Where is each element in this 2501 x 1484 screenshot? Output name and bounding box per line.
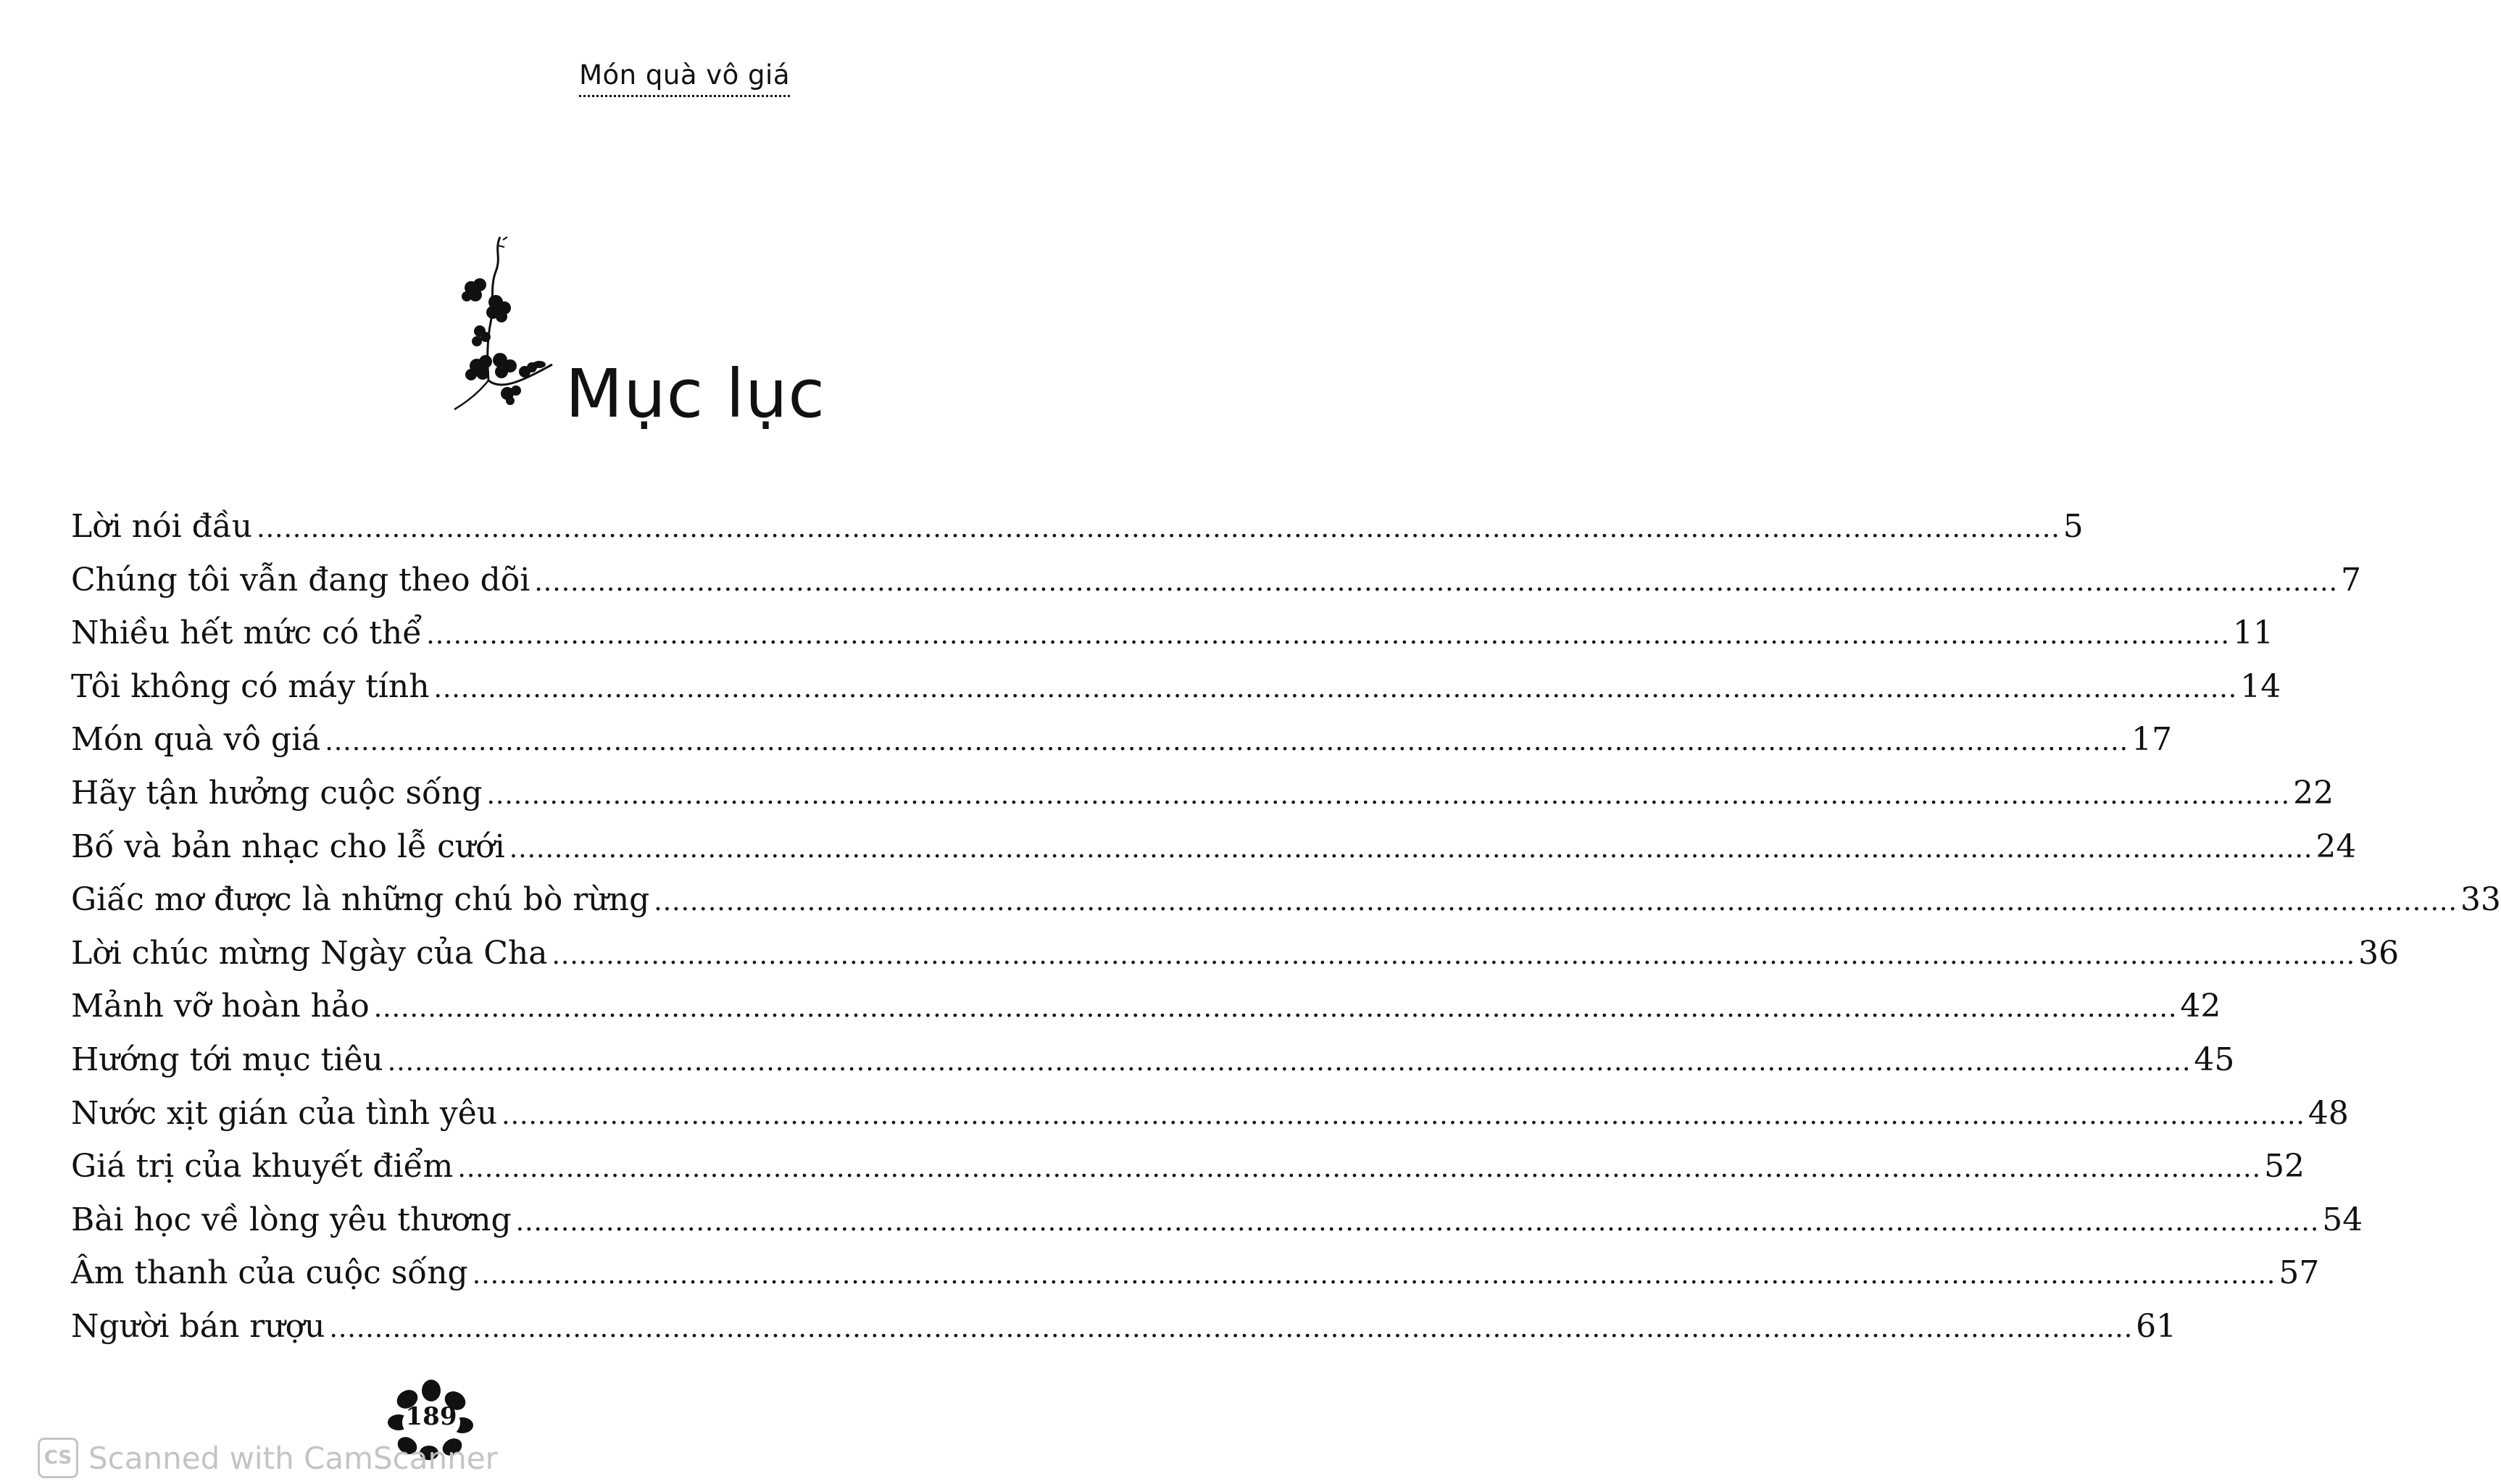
toc-entry-title: Lời chúc mừng Ngày của Cha (71, 934, 548, 972)
dot-leader: ........................................................................................................................................................................................................ (654, 887, 2458, 917)
toc-entry (71, 554, 2362, 607)
toc-entry-page: 45 (2194, 1041, 2235, 1078)
toc-entry (71, 1246, 2320, 1300)
dot-leader: ........................................................................................................................................................................................................ (534, 567, 2339, 597)
toc-entry-page: 33 (2460, 881, 2501, 919)
toc-entry (71, 1193, 2363, 1247)
running-header: Món quà vô giá (579, 59, 790, 97)
toc-entry-page: 5 (2063, 508, 2084, 545)
toc-entry-page: 11 (2232, 614, 2273, 652)
toc-entry-title: Người bán rượu (71, 1307, 325, 1345)
toc-entry (71, 1033, 2235, 1087)
toc-entry-title: Bài học về lòng yêu thương (71, 1201, 512, 1238)
toc-entry-page: 54 (2322, 1201, 2363, 1238)
toc-entry (71, 500, 2084, 554)
toc-entry-title: Giá trị của khuyết điểm (71, 1148, 454, 1185)
dot-leader: ........................................................................................................................................................................................................ (515, 1206, 2320, 1237)
toc-entry-title: Món quà vô giá (71, 721, 321, 759)
dot-leader: ........................................................................................................................................................................................................ (373, 993, 2178, 1024)
toc-entry (71, 606, 2273, 660)
toc-entry (71, 1087, 2349, 1141)
toc-entry-title: Lời nói đầu (71, 508, 253, 545)
toc-title: Mục lục (565, 355, 825, 433)
toc-entry (71, 980, 2221, 1033)
toc-entry (71, 660, 2281, 714)
dot-leader: ........................................................................................................................................................................................................ (486, 780, 2291, 810)
dot-leader: ........................................................................................................................................................................................................ (329, 1313, 2134, 1343)
toc-list (71, 500, 2501, 1354)
toc-entry-page: 36 (2358, 934, 2400, 972)
toc-entry-page: 61 (2136, 1307, 2177, 1345)
toc-entry-title: Nhiều hết mức có thể (71, 614, 423, 652)
camscanner-watermark (38, 1438, 498, 1478)
toc-entry-title: Giấc mơ được là những chú bò rừng (71, 881, 650, 919)
toc-entry-page: 52 (2264, 1148, 2305, 1185)
toc-entry-page: 24 (2315, 828, 2357, 865)
toc-entry-title: Nước xịt gián của tình yêu (71, 1094, 498, 1132)
dot-leader: ........................................................................................................................................................................................................ (509, 833, 2313, 864)
toc-entry (71, 713, 2173, 767)
toc-entry-page: 22 (2293, 774, 2334, 812)
dot-leader: ........................................................................................................................................................................................................ (472, 1260, 2276, 1291)
dot-leader: ........................................................................................................................................................................................................ (433, 673, 2238, 704)
camscanner-logo-icon: CS (38, 1438, 78, 1478)
dot-leader: ........................................................................................................................................................................................................ (457, 1154, 2262, 1184)
toc-entry-title: Mảnh vỡ hoàn hảo (71, 988, 370, 1025)
toc-entry (71, 820, 2357, 874)
toc-entry-page: 42 (2180, 988, 2221, 1025)
dot-leader: ........................................................................................................................................................................................................ (426, 620, 2230, 651)
toc-entry (71, 927, 2400, 980)
dot-leader: ........................................................................................................................................................................................................ (502, 1100, 2305, 1130)
toc-entry (71, 1300, 2177, 1354)
toc-entry-title: Chúng tôi vẫn đang theo dõi (71, 561, 530, 599)
watermark-text: Scanned with CamScanner (88, 1440, 498, 1476)
toc-entry (71, 767, 2334, 820)
dot-leader: ........................................................................................................................................................................................................ (387, 1046, 2192, 1077)
dot-leader: ........................................................................................................................................................................................................ (325, 727, 2129, 757)
toc-entry-title: Hãy tận hưởng cuộc sống (71, 774, 483, 812)
toc-entry (71, 873, 2501, 927)
toc-entry-title: Âm thanh của cuộc sống (71, 1254, 468, 1292)
dot-leader: ........................................................................................................................................................................................................ (552, 940, 2356, 970)
toc-entry-page: 57 (2279, 1254, 2320, 1292)
toc-entry-page: 48 (2308, 1094, 2349, 1132)
toc-entry-title: Bố và bản nhạc cho lễ cưới (71, 828, 505, 865)
page-number: 189 (405, 1402, 457, 1431)
toc-entry-page: 17 (2131, 721, 2173, 759)
toc-entry-title: Hướng tới mục tiêu (71, 1041, 383, 1078)
toc-entry-title: Tôi không có máy tính (71, 667, 430, 705)
toc-entry (71, 1140, 2305, 1193)
toc-entry-page: 14 (2240, 667, 2281, 705)
flower-branch-icon (458, 235, 559, 417)
toc-entry-page: 7 (2341, 561, 2362, 599)
dot-leader: ........................................................................................................................................................................................................ (257, 514, 2060, 543)
